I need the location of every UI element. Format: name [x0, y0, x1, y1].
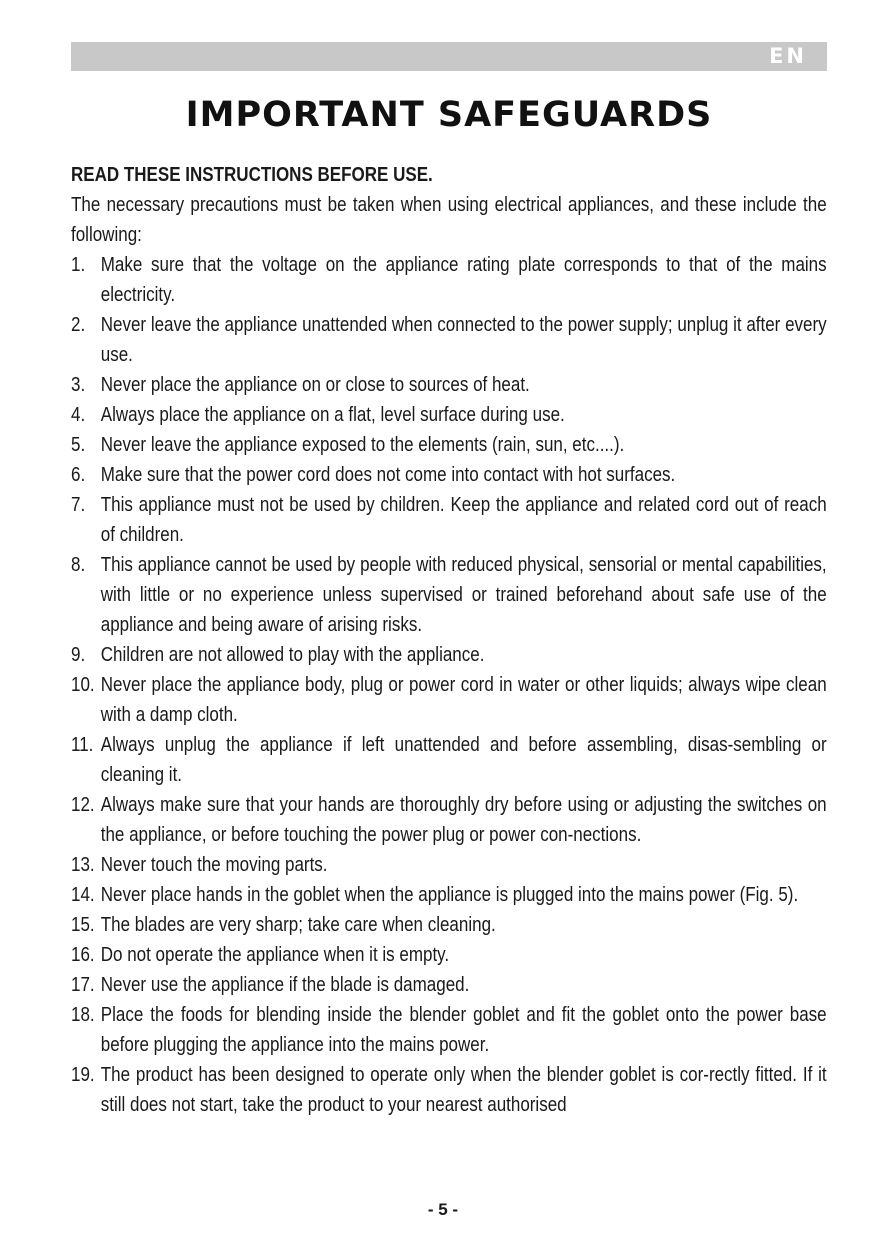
item-text: The blades are very sharp; take care when cleaning.	[100, 914, 496, 936]
item-number: 15.	[71, 914, 95, 936]
list-item	[71, 1000, 827, 1060]
item-text: Never leave the appliance unattended when connected to the power supply; unplug it after every use.	[100, 314, 827, 366]
item-number: 3.	[71, 374, 86, 396]
list-item	[71, 1060, 827, 1120]
list-item	[71, 880, 827, 910]
language-header-bar	[71, 42, 827, 71]
item-number: 4.	[71, 404, 86, 426]
item-number: 14.	[71, 884, 95, 906]
item-number: 8.	[71, 554, 86, 576]
list-item	[71, 940, 827, 970]
list-item	[71, 910, 827, 940]
item-text: Never touch the moving parts.	[100, 854, 328, 876]
list-item	[71, 850, 827, 880]
item-number: 9.	[71, 644, 86, 666]
list-item	[71, 970, 827, 1000]
item-text: Never place hands in the goblet when the appliance is plugged into the mains power (Fig. 5).	[100, 884, 799, 906]
list-item	[71, 670, 827, 730]
item-text: This appliance must not be used by children. Keep the appliance and related cord out of reach of children.	[100, 494, 827, 546]
list-item	[71, 730, 827, 790]
item-number: 2.	[71, 314, 86, 336]
list-item	[71, 640, 827, 670]
item-number: 7.	[71, 494, 86, 516]
list-item	[71, 430, 827, 460]
item-text: Never use the appliance if the blade is damaged.	[100, 974, 470, 996]
item-number: 17.	[71, 974, 95, 996]
item-text: Always make sure that your hands are thoroughly dry before using or adjusting the switches on the appliance, or before touching the power plug or power con-nections.	[100, 794, 827, 846]
instructions-subtitle: READ THESE INSTRUCTIONS BEFORE USE.	[71, 164, 433, 186]
list-item	[71, 400, 827, 430]
item-text: Always place the appliance on a flat, level surface during use.	[100, 404, 565, 426]
item-number: 18.	[71, 1004, 95, 1026]
item-text: Never place the appliance body, plug or power cord in water or other liquids; always wipe clean with a damp cloth.	[100, 674, 827, 726]
item-number: 1.	[71, 254, 86, 276]
list-item	[71, 250, 827, 310]
list-item	[71, 460, 827, 490]
item-number: 13.	[71, 854, 95, 876]
item-number: 19.	[71, 1064, 95, 1086]
item-text: Make sure that the power cord does not come into contact with hot surfaces.	[100, 464, 676, 486]
item-text: Place the foods for blending inside the blender goblet and fit the goblet onto the power base before plugging the appliance into the mains power.	[100, 1004, 827, 1056]
list-item	[71, 550, 827, 640]
item-text: Always unplug the appliance if left unattended and before assembling, disas-sembling or cleaning it.	[100, 734, 827, 786]
safeguards-list	[71, 250, 827, 1120]
item-number: 6.	[71, 464, 86, 486]
list-item	[71, 310, 827, 370]
page-number: - 5 -	[427, 1200, 459, 1219]
item-text: Do not operate the appliance when it is empty.	[100, 944, 450, 966]
safeguards-content	[71, 160, 827, 1120]
item-text: Never leave the appliance exposed to the elements (rain, sun, etc....).	[100, 434, 625, 456]
item-text: The product has been designed to operate only when the blender goblet is cor-rectly fitted. If it still does not start, take the product to your nearest authorised	[100, 1064, 827, 1116]
item-number: 10.	[71, 674, 95, 696]
item-number: 16.	[71, 944, 95, 966]
list-item	[71, 370, 827, 400]
intro-paragraph: The necessary precautions must be taken when using electrical appliances, and these include the following:	[71, 194, 827, 246]
item-text: Never place the appliance on or close to sources of heat.	[100, 374, 530, 396]
list-item	[71, 490, 827, 550]
item-number: 12.	[71, 794, 95, 816]
list-item	[71, 790, 827, 850]
item-text: Make sure that the voltage on the appliance rating plate corresponds to that of the mains electricity.	[100, 254, 827, 306]
item-number: 5.	[71, 434, 86, 456]
language-label: EN	[769, 44, 807, 68]
item-number: 11.	[71, 734, 94, 756]
item-text: This appliance cannot be used by people with reduced physical, sensorial or mental capabilities, with little or no experience unless supervised or trained beforehand about safe use of the appliance and being aware of arising risks.	[100, 554, 827, 636]
page-title: IMPORTANT SAFEGUARDS	[185, 95, 713, 135]
item-text: Children are not allowed to play with the appliance.	[100, 644, 485, 666]
